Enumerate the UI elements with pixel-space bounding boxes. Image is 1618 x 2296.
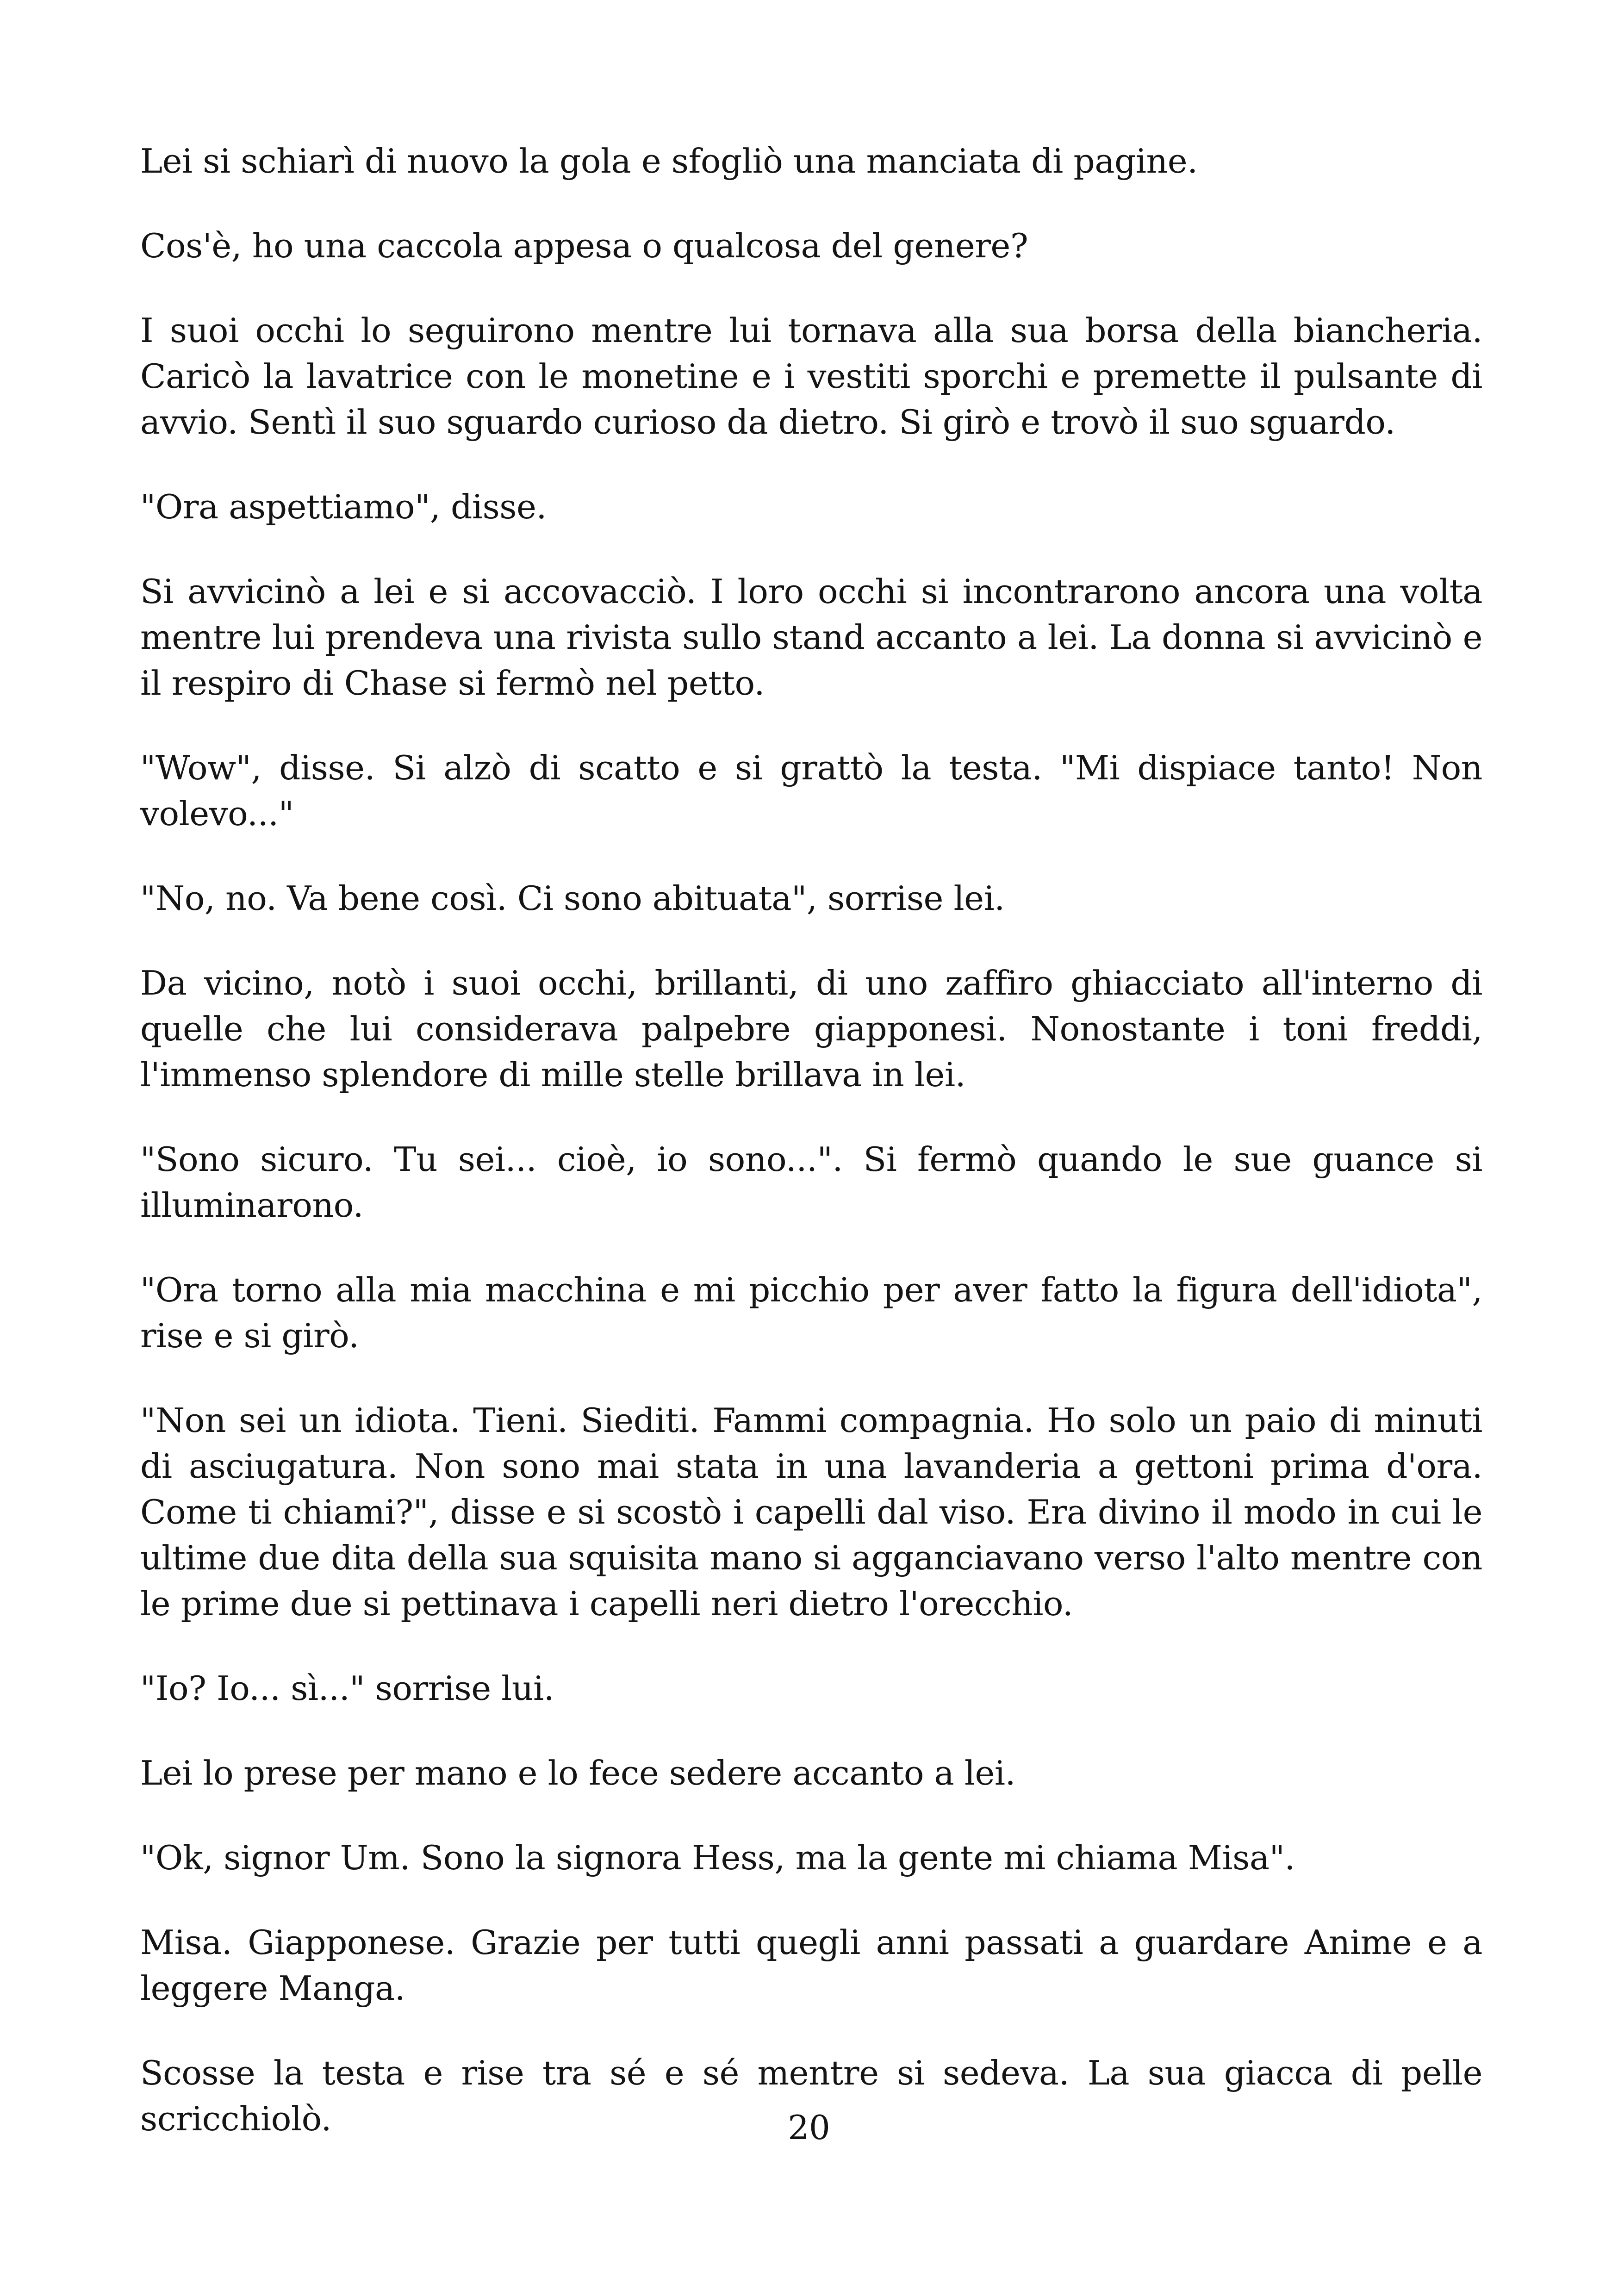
paragraph: "Non sei un idiota. Tieni. Siediti. Fammi compagnia. Ho solo un paio di minuti di asciugatura. Non sono mai stata in una lavanderia a gettoni prima d'ora. Come ti chiami?", disse e si scostò i capelli dal viso. Era divino il modo in cui le ultime due dita della sua squisita mano si agganciavano verso l'alto mentre con le prime due si pettinava i capelli neri dietro l'orecchio. [140, 1401, 1482, 1624]
paragraph: I suoi occhi lo seguirono mentre lui tornava alla sua borsa della biancheria. Caricò la lavatrice con le monetine e i vestiti sporchi e premette il pulsante di avvio. Sentì il suo sguardo curioso da dietro. Si girò e trovò il suo sguardo. [140, 311, 1482, 442]
paragraph: "Ora aspettiamo", disse. [140, 488, 547, 527]
paragraph: Misa. Giapponese. Grazie per tutti quegli anni passati a guardare Anime e a leggere Manga. [140, 1923, 1482, 2008]
page-body [140, 139, 1482, 2181]
paragraph: Scosse la testa e rise tra sé e sé mentre si sedeva. La sua giacca di pelle scricchiolò. [140, 2054, 1482, 2139]
paragraph: Lei lo prese per mano e lo fece sedere accanto a lei. [140, 1754, 1016, 1793]
paragraph: "Io? Io... sì..." sorrise lui. [140, 1669, 554, 1708]
paragraph: Lei si schiarì di nuovo la gola e sfogliò una manciata di pagine. [140, 142, 1198, 181]
page-number: 20 [788, 2108, 830, 2147]
paragraph: "Ok, signor Um. Sono la signora Hess, ma la gente mi chiama Misa". [140, 1839, 1295, 1878]
paragraph: "No, no. Va bene così. Ci sono abituata", sorrise lei. [140, 879, 1005, 918]
paragraph: Cos'è, ho una caccola appesa o qualcosa del genere? [140, 227, 1028, 266]
paragraph: "Ora torno alla mia macchina e mi picchio per aver fatto la figura dell'idiota", rise e si girò. [140, 1271, 1482, 1356]
paragraph: "Sono sicuro. Tu sei... cioè, io sono...". Si fermò quando le sue guance si illuminarono. [140, 1140, 1482, 1225]
paragraph: Si avvicinò a lei e si accovacciò. I loro occhi si incontrarono ancora una volta mentre lui prendeva una rivista sullo stand accanto a lei. La donna si avvicinò e il respiro di Chase si fermò nel petto. [140, 572, 1482, 703]
paragraph: Da vicino, notò i suoi occhi, brillanti, di uno zaffiro ghiacciato all'interno di quelle che lui considerava palpebre giapponesi. Nonostante i toni freddi, l'immenso splendore di mille stelle brillava in lei. [140, 964, 1482, 1095]
paragraph: "Wow", disse. Si alzò di scatto e si grattò la testa. "Mi dispiace tanto! Non volevo..." [140, 749, 1482, 834]
